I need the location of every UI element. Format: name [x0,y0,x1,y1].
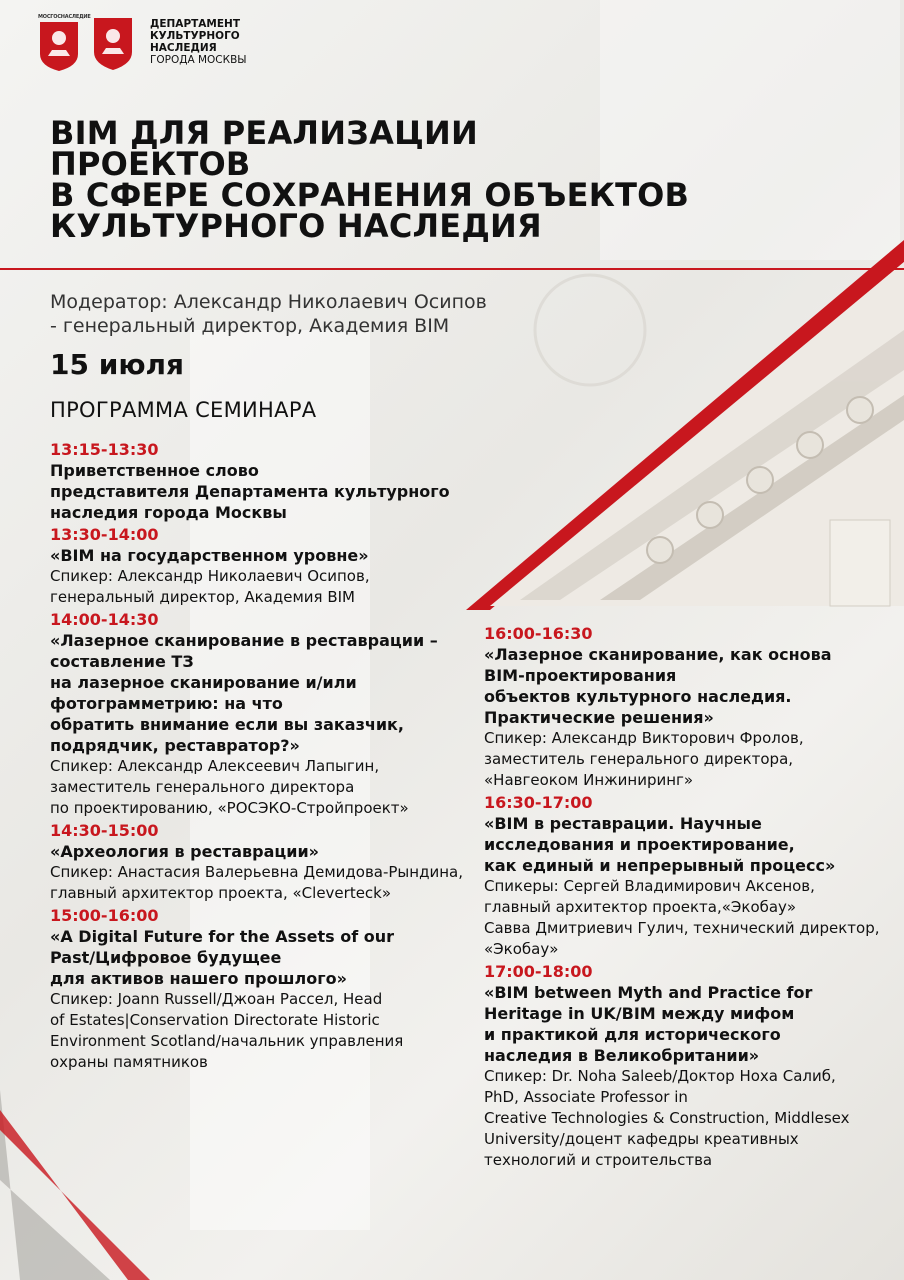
speaker-line: Спикер: Александр Алексеевич Лапыгин, [50,757,380,775]
title-line: ПРОЕКТОВ [50,145,251,183]
title-line: BIM ДЛЯ РЕАЛИЗАЦИИ [50,114,478,152]
speaker-line: главный архитектор проекта, «Cleverteck» [50,884,392,902]
session-time: 14:00-14:30 [50,610,159,629]
program-session [50,439,470,523]
session-speaker [50,756,470,819]
emblem-caption: МОСГОСНАСЛЕДИЕ [38,14,91,20]
session-title [50,630,470,756]
program-session [50,609,470,819]
session-title-line: подрядчик, реставратор?» [50,736,300,755]
moderator-line: - генеральный директор, Академия BIM [50,315,450,337]
title-line: В СФЕРЕ СОХРАНЕНИЯ ОБЪЕКТОВ [50,176,690,214]
dept-line-4: ГОРОДА МОСКВЫ [150,54,247,66]
program-session [50,524,470,608]
session-title-line: и практикой для исторического [484,1025,781,1044]
speaker-line: «Навгеоком Инжиниринг» [484,771,694,789]
dept-line-3: НАСЛЕДИЯ [150,42,217,54]
speaker-line: University/доцент кафедры креативных [484,1130,799,1148]
speaker-line: Спикер: Александр Николаевич Осипов, [50,567,370,585]
session-time: 14:30-15:00 [50,821,159,840]
session-title-line: как единый и непрерывный процесс» [484,856,836,875]
session-title-line: обратить внимание если вы заказчик, [50,715,404,734]
speaker-line: Спикер: Joann Russell/Джоан Рассел, Head [50,990,383,1008]
header-logos [38,14,247,72]
session-title-line: объектов культурного наследия. [484,687,792,706]
session-title-line: для активов нашего прошлого» [50,969,347,988]
session-title-line: Практические решения» [484,708,714,727]
moscow-emblem-icon [38,14,91,72]
session-speaker [484,876,884,960]
session-title-line: Heritage in UK/BIM между мифом [484,1004,795,1023]
session-title [50,926,470,989]
session-speaker [50,989,470,1073]
speaker-line: главный архитектор проекта,«Экобау» [484,898,797,916]
program-session [50,905,470,1073]
session-title [50,545,470,566]
moderator [50,290,487,338]
speaker-line: заместитель генерального директора [50,778,355,796]
speaker-line: заместитель генерального директора, [484,750,794,768]
session-title-line: фотограмметрию: на что [50,694,283,713]
session-title [484,644,884,728]
session-time: 17:00-18:00 [484,962,593,981]
program-title: ПРОГРАММА СЕМИНАРА [50,398,317,422]
session-title [50,460,470,523]
speaker-line: Савва Дмитриевич Гулич, технический директор, [484,919,880,937]
session-title-line: исследования и проектирование, [484,835,795,854]
program-session [50,820,470,904]
speaker-line: Спикер: Анастасия Валерьевна Демидова-Рындина, [50,863,463,881]
program-session [484,961,884,1171]
session-speaker [484,1066,884,1171]
dept-line-1: ДЕПАРТАМЕНТ [150,18,240,30]
speaker-line: Creative Technologies & Construction, Middlesex [484,1109,850,1127]
session-title-line: «BIM в реставрации. Научные [484,814,762,833]
session-title-line: составление ТЗ [50,652,194,671]
moderator-line: Модератор: Александр Николаевич Осипов [50,291,487,313]
session-title-line: «Лазерное сканирование в реставрации – [50,631,438,650]
session-title-line: «BIM на государственном уровне» [50,546,369,565]
session-title-line: «Лазерное сканирование, как основа [484,645,832,664]
session-title-line: «BIM between Myth and Practice for [484,983,813,1002]
session-time: 15:00-16:00 [50,906,159,925]
session-time: 16:30-17:00 [484,793,593,812]
speaker-line: Спикер: Dr. Noha Saleeb/Доктор Ноха Салиб, [484,1067,836,1085]
department-name [150,18,247,66]
program-session [484,792,884,960]
session-title [484,982,884,1066]
program-session [484,623,884,791]
speaker-line: PhD, Associate Professor in [484,1088,688,1106]
session-time: 16:00-16:30 [484,624,593,643]
department-emblem-icon [92,14,134,72]
session-title-line: представителя Департамента культурного [50,482,450,501]
title-divider [0,268,904,270]
program-right-column [484,622,884,1171]
event-date: 15 июля [50,348,185,381]
dept-line-2: КУЛЬТУРНОГО [150,30,240,42]
session-title-line: наследия города Москвы [50,503,287,522]
session-speaker [484,728,884,791]
session-title-line: Past/Цифровое будущее [50,948,282,967]
page-title [50,114,690,245]
speaker-line: Спикер: Александр Викторович Фролов, [484,729,804,747]
speaker-line: Environment Scotland/начальник управления [50,1032,404,1050]
session-speaker [50,862,470,904]
speaker-line: по проектированию, «РОСЭКО-Стройпроект» [50,799,409,817]
session-speaker [50,566,470,608]
session-title-line: «A Digital Future for the Assets of our [50,927,395,946]
speaker-line: of Estates|Conservation Directorate Historic [50,1011,380,1029]
title-line: КУЛЬТУРНОГО НАСЛЕДИЯ [50,207,542,245]
session-title-line: BIM-проектирования [484,666,677,685]
speaker-line: «Экобау» [484,940,559,958]
session-title [484,813,884,876]
session-title-line: «Археология в реставрации» [50,842,320,861]
session-time: 13:30-14:00 [50,525,159,544]
speaker-line: охраны памятников [50,1053,208,1071]
session-title-line: на лазерное сканирование и/или [50,673,357,692]
speaker-line: технологий и строительства [484,1151,713,1169]
program-left-column [50,438,470,1073]
session-title-line: наследия в Великобритании» [484,1046,760,1065]
session-title [50,841,470,862]
session-title-line: Приветственное слово [50,461,259,480]
speaker-line: Спикеры: Сергей Владимирович Аксенов, [484,877,815,895]
speaker-line: генеральный директор, Академия BIM [50,588,355,606]
session-time: 13:15-13:30 [50,440,159,459]
